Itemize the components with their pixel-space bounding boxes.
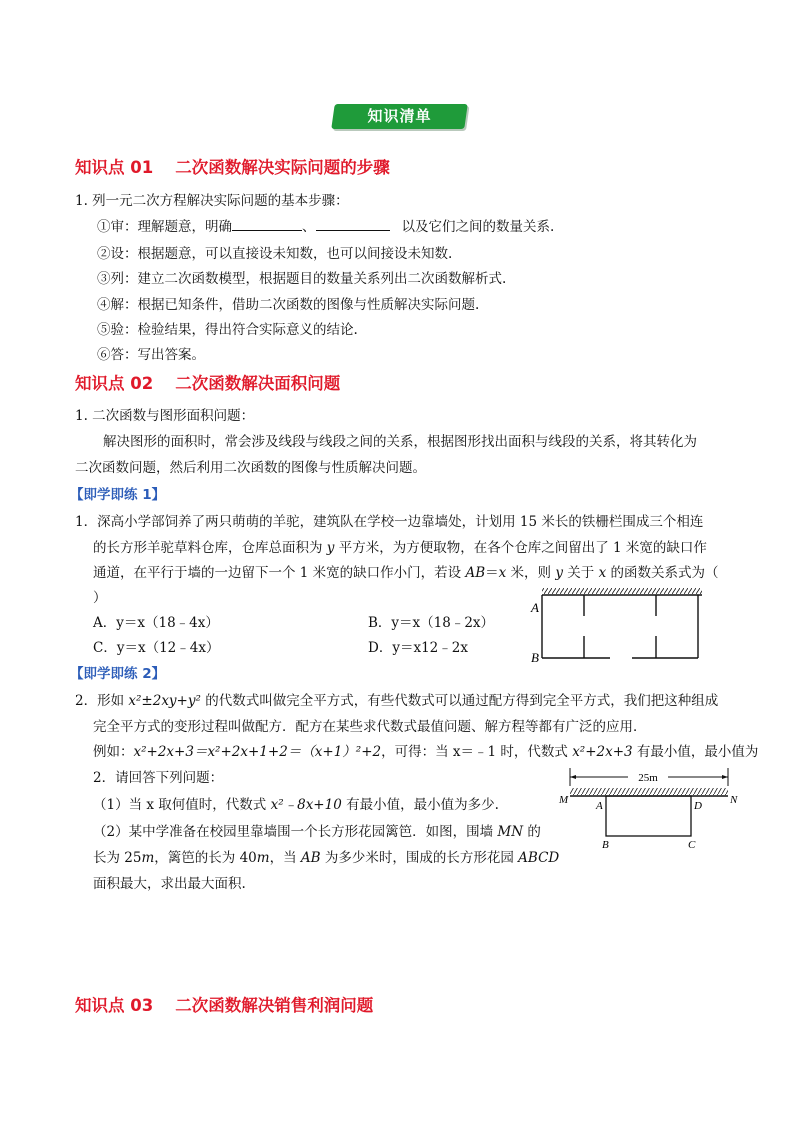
kp1-title: 二次函数解决实际问题的步骤 bbox=[175, 158, 390, 177]
q1-line2: 的长方形羊驼草料仓库，仓库总面积为 y 平方米，为方便取物，在各个仓库之间留出了 1 米宽的缺口作 bbox=[93, 540, 707, 556]
step-6: ⑥答：写出答案。 bbox=[97, 347, 205, 363]
q1-option-c: C．y＝x（12﹣4x） bbox=[93, 640, 220, 656]
kp1-heading bbox=[75, 154, 390, 178]
garden-abcd bbox=[606, 796, 691, 836]
q2-line1: 2．形如 x²±2xy+y² 的代数式叫做完全平方式，有些代数式可以通过配方得到完全平方式，我们把这种组成 bbox=[75, 693, 719, 709]
wall-hatch bbox=[542, 588, 702, 594]
kp2-title: 二次函数解决面积问题 bbox=[175, 374, 341, 393]
q1-option-b: B．y＝x（18﹣2x） bbox=[368, 615, 495, 631]
step-1-text: ①审：理解题意，明确 bbox=[97, 219, 232, 235]
q2-part2-line1: （2）某中学准备在校园里靠墙围一个长方形花园篱笆．如图，围墙 MN 的 bbox=[93, 824, 541, 840]
label-a: A bbox=[596, 800, 603, 812]
label-d: D bbox=[694, 800, 702, 812]
kp2-paragraph-line2: 二次函数问题，然后利用二次函数的图像与性质解决问题。 bbox=[75, 460, 426, 476]
q2-part1: （1）当 x 取何值时，代数式 x²﹣8x+10 有最小值，最小值为多少. bbox=[93, 797, 499, 813]
wall-hatch bbox=[570, 788, 728, 795]
blank-2 bbox=[316, 218, 390, 231]
label-c: C bbox=[688, 839, 696, 851]
q2-part2-line3: 面积最大，求出最大面积. bbox=[93, 876, 246, 892]
step-3: ③列：建立二次函数模型，根据题目的数量关系列出二次函数解析式. bbox=[97, 271, 507, 287]
step-5: ⑤验：检验结果，得出符合实际意义的结论. bbox=[97, 322, 358, 338]
label-b: B bbox=[531, 650, 539, 665]
q1-figure bbox=[528, 588, 706, 666]
kp1-intro: 1. 列一元二次方程解决实际问题的基本步骤： bbox=[75, 193, 349, 209]
step-1-sep: 、 bbox=[302, 219, 316, 235]
exercise-1-label: 【即学即练 1】 bbox=[70, 487, 166, 503]
exercise-2-label: 【即学即练 2】 bbox=[70, 666, 166, 682]
dim-length: 25m bbox=[638, 772, 658, 784]
q2-line3: 例如：x²+2x+3＝x²+2x+1+2＝（x+1）²+2，可得：当 x＝﹣1 时，代数式 x²+2x+3 有最小值，最小值为 bbox=[93, 744, 759, 760]
kp3-number: 知识点 03 bbox=[75, 996, 154, 1015]
dim-arrow-right bbox=[722, 775, 728, 779]
step-2: ②设：根据题意，可以直接设未知数，也可以间接设未知数. bbox=[97, 246, 453, 262]
kp3-heading bbox=[75, 992, 373, 1016]
label-m: M bbox=[559, 794, 569, 806]
q1-option-a: A．y＝x（18﹣4x） bbox=[93, 615, 219, 631]
q2-figure bbox=[558, 766, 742, 856]
kp2-number: 知识点 02 bbox=[75, 374, 154, 393]
banner-title: 知识清单 bbox=[367, 107, 432, 125]
q1-line4: ） bbox=[93, 590, 107, 606]
q1-line3: 通道，在平行于墙的一边留下一个 1 米宽的缺口作小门，若设 AB＝x 米，则 y 关于 x 的函数关系式为（ bbox=[93, 565, 719, 581]
blank-1 bbox=[232, 218, 302, 231]
step-1 bbox=[97, 215, 554, 235]
kp1-number: 知识点 01 bbox=[75, 158, 154, 177]
step-4: ④解：根据已知条件，借助二次函数的图像与性质解决实际问题. bbox=[97, 297, 480, 313]
section-banner bbox=[333, 100, 466, 133]
label-n: N bbox=[730, 794, 738, 806]
kp2-intro: 1. 二次函数与图形面积问题： bbox=[75, 408, 255, 424]
label-a: A bbox=[531, 600, 539, 615]
q1-line1: 1．深高小学部饲养了两只萌萌的羊驼，建筑队在学校一边靠墙处，计划用 15 米长的铁栅栏围成三个相连 bbox=[75, 514, 704, 530]
kp2-heading bbox=[75, 370, 340, 394]
kp3-title: 二次函数解决销售利润问题 bbox=[175, 996, 374, 1015]
kp2-paragraph-line1: 解决图形的面积时，常会涉及线段与线段之间的关系，根据图形找出面积与线段的关系，将其转化为 bbox=[103, 434, 697, 450]
q2-line4: 2．请回答下列问题： bbox=[93, 770, 224, 786]
label-b: B bbox=[602, 839, 609, 851]
q2-line2: 完全平方式的变形过程叫做配方．配方在某些求代数式最值问题、解方程等都有广泛的应用． bbox=[93, 719, 647, 735]
dim-arrow-left bbox=[570, 775, 576, 779]
q1-option-d: D．y＝x12﹣2x bbox=[368, 640, 468, 656]
step-1-end: 以及它们之间的数量关系. bbox=[401, 219, 555, 235]
q2-part2-line2: 长为 25m，篱笆的长为 40m，当 AB 为多少米时，围成的长方形花园 ABCD bbox=[93, 850, 560, 866]
